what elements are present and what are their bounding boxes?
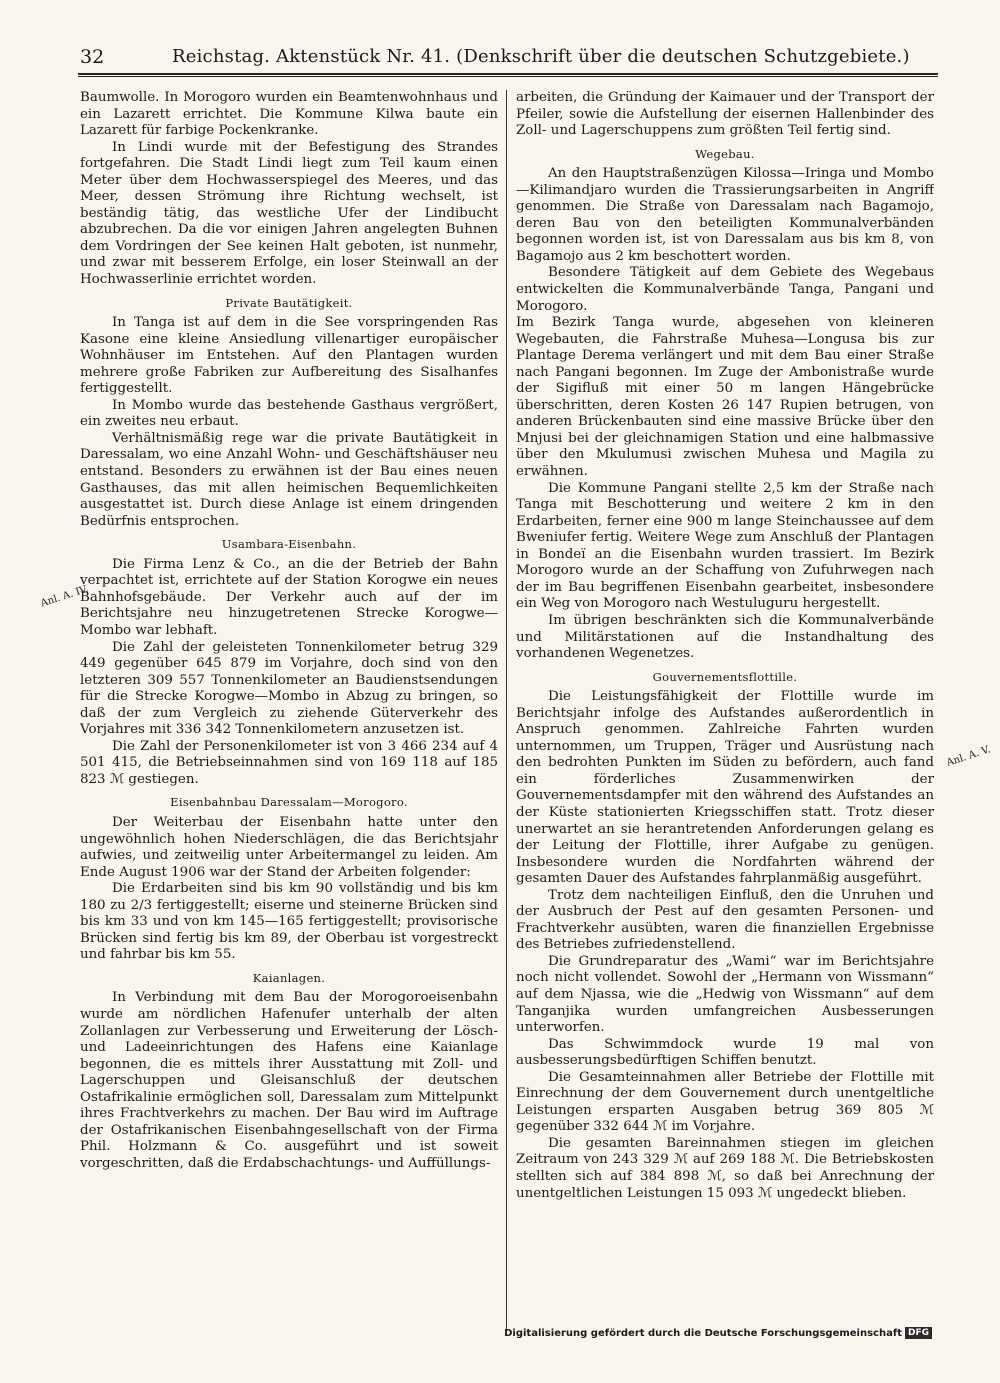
paragraph: Trotz dem nachteiligen Einfluß, den die Unruhen und der Ausbruch der Pest auf den gesamten Personen- und Frachtverkehr ausübten, waren die finanziellen Ergebnisse des Betriebes zufriedenstellend. [516,887,934,953]
section-heading: Private Bautätigkeit. [225,295,353,310]
header-rule-thin [78,76,938,77]
paragraph: Die Gesamteinnahmen aller Betriebe der Flottille mit Einrechnung der dem Gouvernement durch unentgeltliche Leistungen ersparten Ausgaben betrug 369 805 ℳ gegenüber 332 644 ℳ im Vorjahre. [516,1069,934,1135]
paragraph: Der Weiterbau der Eisenbahn hatte unter den ungewöhnlich hohen Niederschlägen, die das Berichtsjahr aufwies, und zeitweilig unter Arbeitermangel zu leiden. Am Ende August 1906 war der Stand der Arbeiten folgender: [80,814,498,880]
paragraph: Im Bezirk Tanga wurde, abgesehen von kleineren Wegebauten, die Fahrstraße Muhesa—Longusa bis zur Plantage Derema verlängert und mit dem Bau einer Straße nach Pangani begonnen. Im Zuge der Ambonistraße wurde der Sigifluß mit einer 50 m langen Hängebrücke überschritten, deren Kosten 26 147 Rupien betrugen, von anderen Brückenbauten sind eine massive Brücke über den Mnjusi bei der gleichnamigen Station und eine halbmassive über den Mkulumusi zwischen Muhesa und Magila zu erwähnen. [516,315,934,480]
paragraph: arbeiten, die Gründung der Kaimauer und der Transport der Pfeiler, sowie die Aufstellung der eisernen Hallenbinder des Zoll- und Lagerschuppens zum größten Teil fertig sind. [516,90,934,139]
paragraph: Verhältnismäßig rege war die private Bautätigkeit in Daressalam, wo eine Anzahl Wohn- und Geschäftshäuser neu entstand. Besonders zu erwähnen ist der Bau eines neuen Gasthauses, das mit allen heimischen Bequemlichkeiten ausgestattet ist. Durch diese Anlage ist einem dringenden Bedürfnis entsprochen. [80,430,498,529]
section-heading: Kaianlagen. [252,970,326,985]
section-heading: Usambara-Eisenbahn. [221,537,357,552]
paragraph: Besondere Tätigkeit auf dem Gebiete des Wegebaus entwickelten die Kommunalverbände Tanga, Pangani und Morogoro. [516,265,934,314]
paragraph: Die gesamten Bareinnahmen stiegen im gleichen Zeitraum von 243 329 ℳ auf 269 188 ℳ. Die Betriebskosten stellten sich auf 384 898 ℳ, so daß bei Anrechnung der unentgeltlichen Leistungen 15 093 ℳ ungedeckt blieben. [516,1135,934,1201]
section-heading: Gouvernementsflottille. [652,669,798,684]
paragraph: An den Hauptstraßenzügen Kilossa—Iringa und Mombo—Kilimandjaro wurden die Trassierungsarbeiten in Angriff genommen. Die Straße von Daressalam nach Bagamojo, deren Bau von den beteiligten Kommunalverbänden begonnen worden ist, ist von Daressalam aus bis km 8, von Bagamojo aus 2 km beschottert worden. [516,166,934,264]
footer-text: Digitalisierung gefördert durch die Deutsche Forschungsgemeinschaft [504,1327,902,1339]
footer [504,1327,932,1339]
right-column [516,90,934,1330]
paragraph: Die Kommune Pangani stellte 2,5 km der Straße nach Tanga mit Beschotterung und weitere 2 km in den Erdarbeiten, ferner eine 900 m lange Steinchaussee auf dem Bweniufer fertig. Weitere Wege zum Anschluß der Plantagen in Bondeï an die Eisenbahn wurden trassiert. Im Bezirk Morogoro wurde an der Schaffung von Zufuhrwegen nach der im Bau begriffenen Eisenbahn gearbeitet, insbesondere ein Weg von Morogoro nach Westuluguru hergestellt. [516,480,934,612]
paragraph: Die Zahl der geleisteten Tonnenkilometer betrug 329 449 gegenüber 645 879 im Vorjahre, doch sind von den letzteren 309 557 Tonnenkilometer an Baudienstsendungen für die Strecke Korogwe—Mombo in Abzug zu bringen, so daß der zum Vergleich zu ziehende Güterverkehr des Vorjahres mit 336 342 Tonnenkilometern anzusetzen ist. [80,639,498,738]
margin-note-left: Anl. A. IV. [39,583,90,610]
paragraph: In Verbindung mit dem Bau der Morogoroeisenbahn wurde am nördlichen Hafenufer unterhalb der alten Zollanlagen zur Verbesserung und Erweiterung der Lösch- und Ladeeinrichtungen des Hafens eine Kaianlage begonnen, die es mittels ihrer Ausstattung mit Zoll- und Lagerschuppen und Gleisanschluß der deutschen Ostafrikalinie ermöglichen soll, Daressalam zum Mittelpunkt ihres Frachtverkehrs zu machen. Der Bau wird im Auftrage der Ostafrikanischen Eisenbahngesellschaft von der Firma Phil. Holzmann & Co. ausgeführt und ist soweit vorgeschritten, daß die Erdabschachtungs- und Auffüllungs- [80,990,498,1171]
column-divider [506,90,507,1330]
paragraph: In Tanga ist auf dem in die See vorspringenden Ras Kasone eine kleine Ansiedlung villenartiger europäischer Wohnhäuser im Entstehen. Auf den Plantagen wurden mehrere große Fabriken zur Aufbereitung des Sisalhanfes fertiggestellt. [80,315,498,397]
paragraph: In Mombo wurde das bestehende Gasthaus vergrößert, ein zweites neu erbaut. [80,397,498,430]
paragraph: Das Schwimmdock wurde 19 mal von ausbesserungsbedürftigen Schiffen benutzt. [516,1036,934,1069]
section-heading: Wegebau. [695,146,755,161]
paragraph: In Lindi wurde mit der Befestigung des Strandes fortgefahren. Die Stadt Lindi liegt zum Teil kaum einen Meter über dem Hochwasserspiegel des Meeres, und das Meer, dessen Strömung ihre Richtung wechselt, ist beständig tätig, das westliche Ufer der Lindibucht abzubrechen. Da die vor einigen Jahren angelegten Buhnen dem Vordringen der See keinen Halt geboten, ist nunmehr, und zwar mit besserem Erfolge, ein loser Steinwall an der Hochwasserlinie errichtet worden. [80,139,498,288]
dfg-logo: DFG [905,1327,932,1339]
margin-note-right: Anl. A. V. [945,744,992,769]
section-heading: Eisenbahnbau Daressalam—Morogoro. [170,795,408,810]
page-number: 32 [80,46,105,68]
header-rule [78,73,938,75]
paragraph: Baumwolle. In Morogoro wurden ein Beamtenwohnhaus und ein Lazarett errichtet. Die Kommune Kilwa baute ein Lazarett für farbige Pockenkranke. [80,90,498,139]
paragraph: Die Grundreparatur des „Wami“ war im Berichtsjahre noch nicht vollendet. Sowohl der „Hermann von Wissmann“ auf dem Njassa, wie die „Hedwig von Wissmann“ auf dem Tanganjika wurden umfangreichen Ausbesserungen unterworfen. [516,953,934,1036]
page-header-title: Reichstag. Aktenstück Nr. 41. (Denkschrift über die deutschen Schutzgebiete.) [172,46,910,67]
left-column [80,90,498,1330]
paragraph: Die Firma Lenz & Co., an die der Betrieb der Bahn verpachtet ist, errichtete auf der Station Korogwe ein neues Bahnhofsgebäude. Der Verkehr auch auf der im Berichtsjahre neu hinzugetretenen Strecke Korogwe—Mombo war lebhaft. [80,556,498,638]
paragraph: Im übrigen beschränkten sich die Kommunalverbände und Militärstationen auf die Instandhaltung des vorhandenen Wegenetzes. [516,612,934,662]
paragraph: Die Zahl der Personenkilometer ist von 3 466 234 auf 4 501 415, die Betriebseinnahmen sind von 169 118 auf 185 823 ℳ gestiegen. [80,738,498,787]
paragraph: Die Leistungsfähigkeit der Flottille wurde im Berichtsjahr infolge des Aufstandes außerordentlich in Anspruch genommen. Zahlreiche Fahrten wurden unternommen, um Truppen, Träger und Ausrüstung nach den bedrohten Punkten im Süden zu befördern, auch fand ein förderliches Zusammenwirken der Gouvernementsdampfer mit den während des Aufstandes an der Küste stationierten Kriegsschiffen statt. Trotz dieser unerwartet an sie herantretenden Anforderungen gelang es der Leitung der Flottille, ihrer Aufgabe zu genügen. Insbesondere wurden die Nordfahrten während der gesamten Dauer des Aufstandes fahrplanmäßig ausgeführt. [516,689,934,887]
paragraph: Die Erdarbeiten sind bis km 90 vollständig und bis km 180 zu 2/3 fertiggestellt; eiserne und steinerne Brücken sind bis km 33 und von km 145—165 fertiggestellt; provisorische Brücken sind fertig bis km 89, der Oberbau ist vorgestreckt und fahrbar bis km 55. [80,881,498,963]
